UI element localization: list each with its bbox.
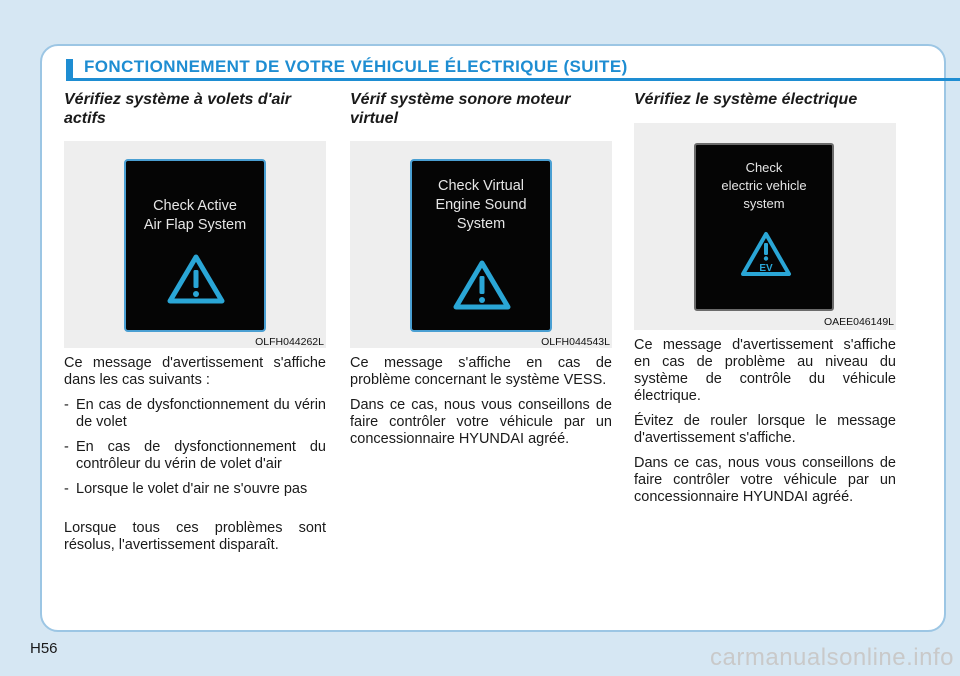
screen-message bbox=[126, 197, 264, 235]
conclusion-text: Lorsque tous ces problèmes sont résolus, l'avertissement disparaît. bbox=[64, 520, 326, 553]
section-title-line: virtuel bbox=[350, 110, 399, 127]
section-title bbox=[350, 90, 612, 128]
screen-message bbox=[412, 177, 550, 234]
figure-code: OLFH044543L bbox=[541, 336, 610, 348]
section-body bbox=[350, 355, 612, 456]
warning-figure bbox=[350, 141, 612, 348]
section-virtual-engine-sound bbox=[350, 90, 612, 128]
header-accent-mark bbox=[66, 59, 73, 80]
list-item: - Lorsque le volet d'air ne s'ouvre pas bbox=[64, 481, 326, 498]
screen-line: Engine Sound bbox=[435, 197, 527, 213]
section-electric-system bbox=[634, 90, 896, 109]
ev-badge: EV bbox=[759, 263, 773, 274]
list-item: - En cas de dysfonctionnement du vérin de volet bbox=[64, 397, 326, 431]
screen-line: Check bbox=[745, 160, 783, 175]
section-title: Vérifiez le système électrique bbox=[634, 91, 858, 108]
cluster-screen bbox=[410, 159, 552, 332]
screen-line: Check Virtual bbox=[438, 178, 524, 194]
section-title-line: actifs bbox=[64, 110, 106, 127]
screen-line: Check Active bbox=[153, 198, 237, 214]
section-title-line: Vérifiez système à volets d'air bbox=[64, 91, 292, 108]
body-paragraph: Évitez de rouler lorsque le message d'avertissement s'affiche. bbox=[634, 413, 896, 446]
screen-line: System bbox=[456, 216, 506, 232]
section-header bbox=[66, 58, 960, 81]
figure-code: OLFH044262L bbox=[255, 336, 324, 348]
screen-message bbox=[696, 159, 832, 213]
body-paragraph: Dans ce cas, nous vous conseillons de faire contrôler votre véhicule par un concessionnaire HYUNDAI agréé. bbox=[634, 455, 896, 505]
list-item: - En cas de dysfonctionnement du contrôleur du vérin de volet d'air bbox=[64, 439, 326, 473]
intro-text: Ce message d'avertissement s'affiche dans les cas suivants : bbox=[64, 355, 326, 388]
screen-line: electric vehicle bbox=[721, 178, 807, 193]
warning-triangle-icon bbox=[166, 253, 226, 305]
ev-warning-triangle-icon bbox=[740, 231, 792, 277]
warning-triangle-icon bbox=[452, 259, 512, 311]
watermark: carmanualsonline.info bbox=[710, 644, 954, 671]
page-title: FONCTIONNEMENT DE VOTRE VÉHICULE ÉLECTRIQUE (SUITE) bbox=[84, 57, 628, 76]
section-body bbox=[634, 337, 896, 514]
page-number: H56 bbox=[30, 640, 58, 657]
body-paragraph: Ce message s'affiche en cas de problème concernant le système VESS. bbox=[350, 355, 612, 388]
section-body bbox=[64, 355, 326, 562]
section-air-flap bbox=[64, 90, 326, 128]
section-title-line: Vérif système sonore moteur bbox=[350, 91, 571, 108]
screen-line: system bbox=[743, 196, 785, 211]
warning-figure bbox=[64, 141, 326, 348]
warning-figure bbox=[634, 123, 896, 330]
cluster-screen bbox=[124, 159, 266, 332]
body-paragraph: Dans ce cas, nous vous conseillons de faire contrôler votre véhicule par un concessionnaire HYUNDAI agréé. bbox=[350, 397, 612, 447]
screen-line: Air Flap System bbox=[143, 217, 247, 233]
cause-list bbox=[64, 397, 326, 498]
cluster-screen bbox=[694, 143, 834, 311]
body-paragraph: Ce message d'avertissement s'affiche en cas de problème au niveau du système de contrôle du véhicule électrique. bbox=[634, 337, 896, 404]
figure-code: OAEE046149L bbox=[823, 316, 894, 328]
section-title bbox=[64, 90, 326, 128]
